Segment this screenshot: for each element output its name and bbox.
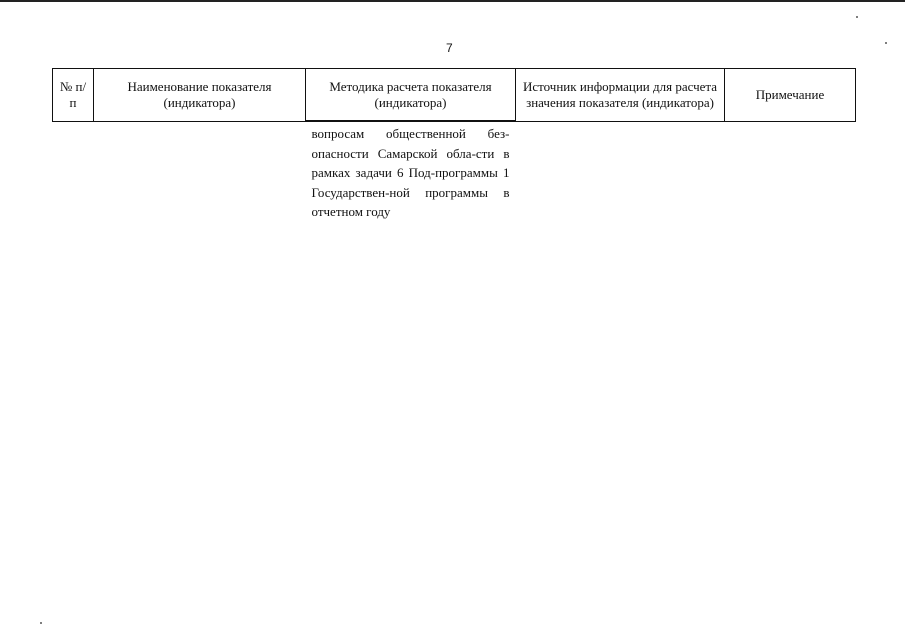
scan-speck [885,42,887,44]
cell-information-source [516,121,725,222]
table-header-row [53,69,856,122]
header-number: № п/п [53,69,94,122]
header-note: Примечание [725,69,856,122]
table-row [53,121,856,222]
indicator-table [52,68,856,222]
scan-speck [856,16,858,18]
cell-calculation-method: вопросам общественной без-опасности Самарской обла-сти в рамках задачи 6 Под-программы 1 Государствен-ной программы в отчетном году [306,121,516,222]
header-indicator-name: Наименование показателя (индикатора) [94,69,306,122]
header-information-source: Источник информации для расчета значения показателя (индикатора) [516,69,725,122]
scan-speck [40,622,42,624]
cell-number [53,121,94,222]
scan-top-edge [0,0,905,2]
cell-note [725,121,856,222]
header-calculation-method: Методика расчета показателя (индикатора) [306,69,516,122]
page-number: 7 [446,41,453,55]
cell-indicator-name [94,121,306,222]
